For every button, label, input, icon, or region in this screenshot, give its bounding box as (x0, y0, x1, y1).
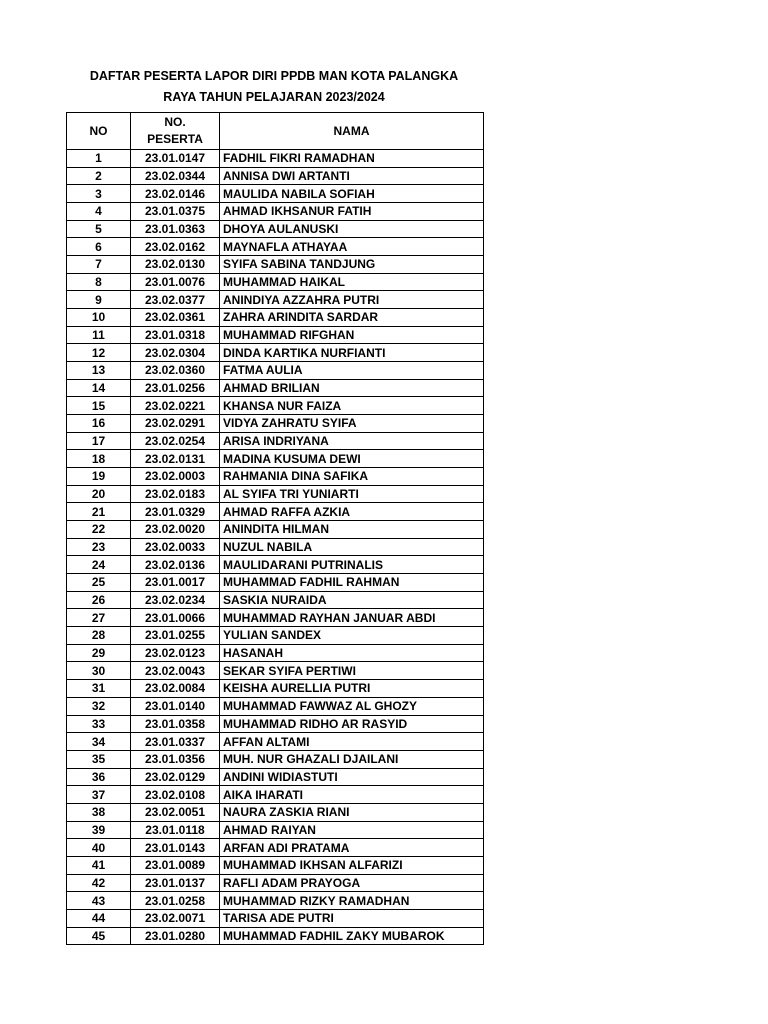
cell-nama: AHMAD BRILIAN (220, 379, 484, 397)
cell-nama: MUHAMMAD FAWWAZ AL GHOZY (220, 697, 484, 715)
cell-no: 39 (67, 821, 131, 839)
table-row (67, 362, 484, 380)
table-row (67, 768, 484, 786)
header-no: NO (67, 113, 131, 150)
cell-peserta: 23.02.0051 (131, 803, 220, 821)
header-peserta-line-2: PESERTA (147, 132, 203, 146)
cell-no: 43 (67, 892, 131, 910)
table-row (67, 485, 484, 503)
table-row (67, 803, 484, 821)
cell-peserta: 23.02.0304 (131, 344, 220, 362)
header-peserta-line-1: NO. (164, 115, 186, 129)
table-row (67, 927, 484, 945)
cell-no: 19 (67, 468, 131, 486)
cell-nama: MAULIDARANI PUTRINALIS (220, 556, 484, 574)
cell-nama: DHOYA AULANUSKI (220, 220, 484, 238)
cell-no: 28 (67, 627, 131, 645)
cell-nama: FADHIL FIKRI RAMADHAN (220, 150, 484, 168)
table-row (67, 220, 484, 238)
table-row (67, 574, 484, 592)
title-line-1: DAFTAR PESERTA LAPOR DIRI PPDB MAN KOTA PALANGKA (89, 69, 459, 83)
cell-nama: SYIFA SABINA TANDJUNG (220, 256, 484, 274)
table-row (67, 344, 484, 362)
cell-no: 9 (67, 291, 131, 309)
cell-peserta: 23.02.0377 (131, 291, 220, 309)
table-row (67, 680, 484, 698)
title-line-2: RAYA TAHUN PELAJARAN 2023/2024 (163, 90, 385, 104)
cell-no: 15 (67, 397, 131, 415)
cell-nama: MUHAMMAD RAYHAN JANUAR ABDI (220, 609, 484, 627)
table-row (67, 432, 484, 450)
cell-peserta: 23.02.0254 (131, 432, 220, 450)
cell-nama: ANNISA DWI ARTANTI (220, 167, 484, 185)
table-row (67, 167, 484, 185)
cell-nama: MUHAMMAD RIDHO AR RASYID (220, 715, 484, 733)
cell-no: 36 (67, 768, 131, 786)
cell-no: 13 (67, 362, 131, 380)
cell-no: 10 (67, 309, 131, 327)
table-row (67, 821, 484, 839)
cell-no: 38 (67, 803, 131, 821)
cell-peserta: 23.01.0363 (131, 220, 220, 238)
table-row (67, 379, 484, 397)
table-row (67, 291, 484, 309)
table-row (67, 503, 484, 521)
cell-peserta: 23.02.0130 (131, 256, 220, 274)
table-row (67, 892, 484, 910)
cell-peserta: 23.01.0358 (131, 715, 220, 733)
table-body (67, 150, 484, 945)
cell-nama: RAFLI ADAM PRAYOGA (220, 874, 484, 892)
cell-nama: NAURA ZASKIA RIANI (220, 803, 484, 821)
cell-no: 16 (67, 415, 131, 433)
cell-nama: MUHAMMAD IKHSAN ALFARIZI (220, 856, 484, 874)
cell-no: 35 (67, 750, 131, 768)
cell-nama: SASKIA NURAIDA (220, 591, 484, 609)
cell-nama: MUHAMMAD FADHIL ZAKY MUBAROK (220, 927, 484, 945)
cell-peserta: 23.01.0118 (131, 821, 220, 839)
header-peserta (131, 113, 220, 150)
cell-nama: MAYNAFLA ATHAYAA (220, 238, 484, 256)
cell-no: 8 (67, 273, 131, 291)
cell-no: 1 (67, 150, 131, 168)
cell-nama: NUZUL NABILA (220, 538, 484, 556)
cell-nama: ARISA INDRIYANA (220, 432, 484, 450)
cell-no: 24 (67, 556, 131, 574)
table-row (67, 185, 484, 203)
cell-peserta: 23.02.0360 (131, 362, 220, 380)
cell-peserta: 23.01.0089 (131, 856, 220, 874)
cell-no: 11 (67, 326, 131, 344)
cell-peserta: 23.02.0162 (131, 238, 220, 256)
cell-peserta: 23.01.0147 (131, 150, 220, 168)
cell-no: 32 (67, 697, 131, 715)
cell-peserta: 23.02.0221 (131, 397, 220, 415)
cell-peserta: 23.02.0108 (131, 786, 220, 804)
cell-peserta: 23.01.0337 (131, 733, 220, 751)
cell-no: 21 (67, 503, 131, 521)
table-row (67, 150, 484, 168)
cell-no: 27 (67, 609, 131, 627)
cell-nama: TARISA ADE PUTRI (220, 909, 484, 927)
table-row (67, 450, 484, 468)
cell-peserta: 23.01.0356 (131, 750, 220, 768)
cell-peserta: 23.02.0234 (131, 591, 220, 609)
cell-peserta: 23.01.0258 (131, 892, 220, 910)
cell-no: 42 (67, 874, 131, 892)
cell-peserta: 23.01.0329 (131, 503, 220, 521)
table-row (67, 697, 484, 715)
table-row (67, 309, 484, 327)
cell-peserta: 23.02.0361 (131, 309, 220, 327)
cell-peserta: 23.02.0003 (131, 468, 220, 486)
cell-nama: AFFAN ALTAMI (220, 733, 484, 751)
cell-peserta: 23.01.0137 (131, 874, 220, 892)
cell-no: 30 (67, 662, 131, 680)
table-row (67, 644, 484, 662)
table-row (67, 326, 484, 344)
table-row (67, 238, 484, 256)
cell-no: 2 (67, 167, 131, 185)
cell-nama: DINDA KARTIKA NURFIANTI (220, 344, 484, 362)
cell-peserta: 23.01.0017 (131, 574, 220, 592)
cell-no: 25 (67, 574, 131, 592)
table-row (67, 609, 484, 627)
cell-no: 20 (67, 485, 131, 503)
cell-peserta: 23.02.0123 (131, 644, 220, 662)
cell-no: 37 (67, 786, 131, 804)
table-row (67, 397, 484, 415)
cell-nama: MUHAMMAD HAIKAL (220, 273, 484, 291)
cell-peserta: 23.01.0140 (131, 697, 220, 715)
cell-no: 18 (67, 450, 131, 468)
cell-no: 34 (67, 733, 131, 751)
cell-nama: KEISHA AURELLIA PUTRI (220, 680, 484, 698)
cell-peserta: 23.02.0033 (131, 538, 220, 556)
table-row (67, 909, 484, 927)
table-row (67, 273, 484, 291)
cell-peserta: 23.01.0066 (131, 609, 220, 627)
cell-peserta: 23.02.0344 (131, 167, 220, 185)
cell-no: 3 (67, 185, 131, 203)
table-row (67, 521, 484, 539)
cell-peserta: 23.02.0129 (131, 768, 220, 786)
table-row (67, 662, 484, 680)
cell-peserta: 23.01.0076 (131, 273, 220, 291)
cell-nama: HASANAH (220, 644, 484, 662)
cell-nama: AHMAD RAIYAN (220, 821, 484, 839)
table-row (67, 415, 484, 433)
table-row (67, 856, 484, 874)
cell-no: 4 (67, 203, 131, 221)
cell-peserta: 23.02.0183 (131, 485, 220, 503)
table-row (67, 256, 484, 274)
cell-nama: MUH. NUR GHAZALI DJAILANI (220, 750, 484, 768)
cell-nama: ANINDIYA AZZAHRA PUTRI (220, 291, 484, 309)
table-header-row (67, 113, 484, 150)
cell-nama: MAULIDA NABILA SOFIAH (220, 185, 484, 203)
cell-no: 12 (67, 344, 131, 362)
cell-no: 7 (67, 256, 131, 274)
cell-nama: AHMAD IKHSANUR FATIH (220, 203, 484, 221)
cell-no: 17 (67, 432, 131, 450)
table-row (67, 627, 484, 645)
cell-nama: ANINDITA HILMAN (220, 521, 484, 539)
cell-nama: YULIAN SANDEX (220, 627, 484, 645)
cell-nama: KHANSA NUR FAIZA (220, 397, 484, 415)
cell-nama: ZAHRA ARINDITA SARDAR (220, 309, 484, 327)
cell-nama: AHMAD RAFFA AZKIA (220, 503, 484, 521)
table-row (67, 556, 484, 574)
cell-peserta: 23.02.0131 (131, 450, 220, 468)
table-row (67, 750, 484, 768)
cell-nama: RAHMANIA DINA SAFIKA (220, 468, 484, 486)
cell-peserta: 23.01.0318 (131, 326, 220, 344)
cell-no: 26 (67, 591, 131, 609)
cell-peserta: 23.02.0146 (131, 185, 220, 203)
cell-peserta: 23.01.0255 (131, 627, 220, 645)
cell-peserta: 23.02.0084 (131, 680, 220, 698)
cell-no: 14 (67, 379, 131, 397)
table-row (67, 715, 484, 733)
table-row (67, 786, 484, 804)
cell-nama: AIKA IHARATI (220, 786, 484, 804)
cell-peserta: 23.01.0143 (131, 839, 220, 857)
cell-peserta: 23.01.0256 (131, 379, 220, 397)
cell-peserta: 23.02.0020 (131, 521, 220, 539)
cell-nama: MADINA KUSUMA DEWI (220, 450, 484, 468)
participant-table (66, 112, 484, 945)
cell-peserta: 23.02.0071 (131, 909, 220, 927)
header-nama: NAMA (220, 113, 484, 150)
cell-no: 22 (67, 521, 131, 539)
cell-nama: MUHAMMAD FADHIL RAHMAN (220, 574, 484, 592)
cell-peserta: 23.02.0291 (131, 415, 220, 433)
cell-peserta: 23.01.0280 (131, 927, 220, 945)
cell-no: 5 (67, 220, 131, 238)
cell-no: 31 (67, 680, 131, 698)
cell-no: 40 (67, 839, 131, 857)
cell-nama: FATMA AULIA (220, 362, 484, 380)
cell-nama: MUHAMMAD RIZKY RAMADHAN (220, 892, 484, 910)
cell-nama: SEKAR SYIFA PERTIWI (220, 662, 484, 680)
cell-nama: AL SYIFA TRI YUNIARTI (220, 485, 484, 503)
cell-no: 41 (67, 856, 131, 874)
cell-nama: ANDINI WIDIASTUTI (220, 768, 484, 786)
table-row (67, 538, 484, 556)
cell-no: 29 (67, 644, 131, 662)
cell-peserta: 23.02.0043 (131, 662, 220, 680)
cell-nama: ARFAN ADI PRATAMA (220, 839, 484, 857)
cell-peserta: 23.01.0375 (131, 203, 220, 221)
table-row (67, 203, 484, 221)
cell-no: 44 (67, 909, 131, 927)
table-row (67, 733, 484, 751)
cell-no: 33 (67, 715, 131, 733)
table-row (67, 839, 484, 857)
cell-nama: MUHAMMAD RIFGHAN (220, 326, 484, 344)
table-row (67, 468, 484, 486)
cell-no: 45 (67, 927, 131, 945)
table-row (67, 874, 484, 892)
table-row (67, 591, 484, 609)
document-title (66, 66, 482, 108)
cell-no: 23 (67, 538, 131, 556)
cell-nama: VIDYA ZAHRATU SYIFA (220, 415, 484, 433)
cell-no: 6 (67, 238, 131, 256)
cell-peserta: 23.02.0136 (131, 556, 220, 574)
